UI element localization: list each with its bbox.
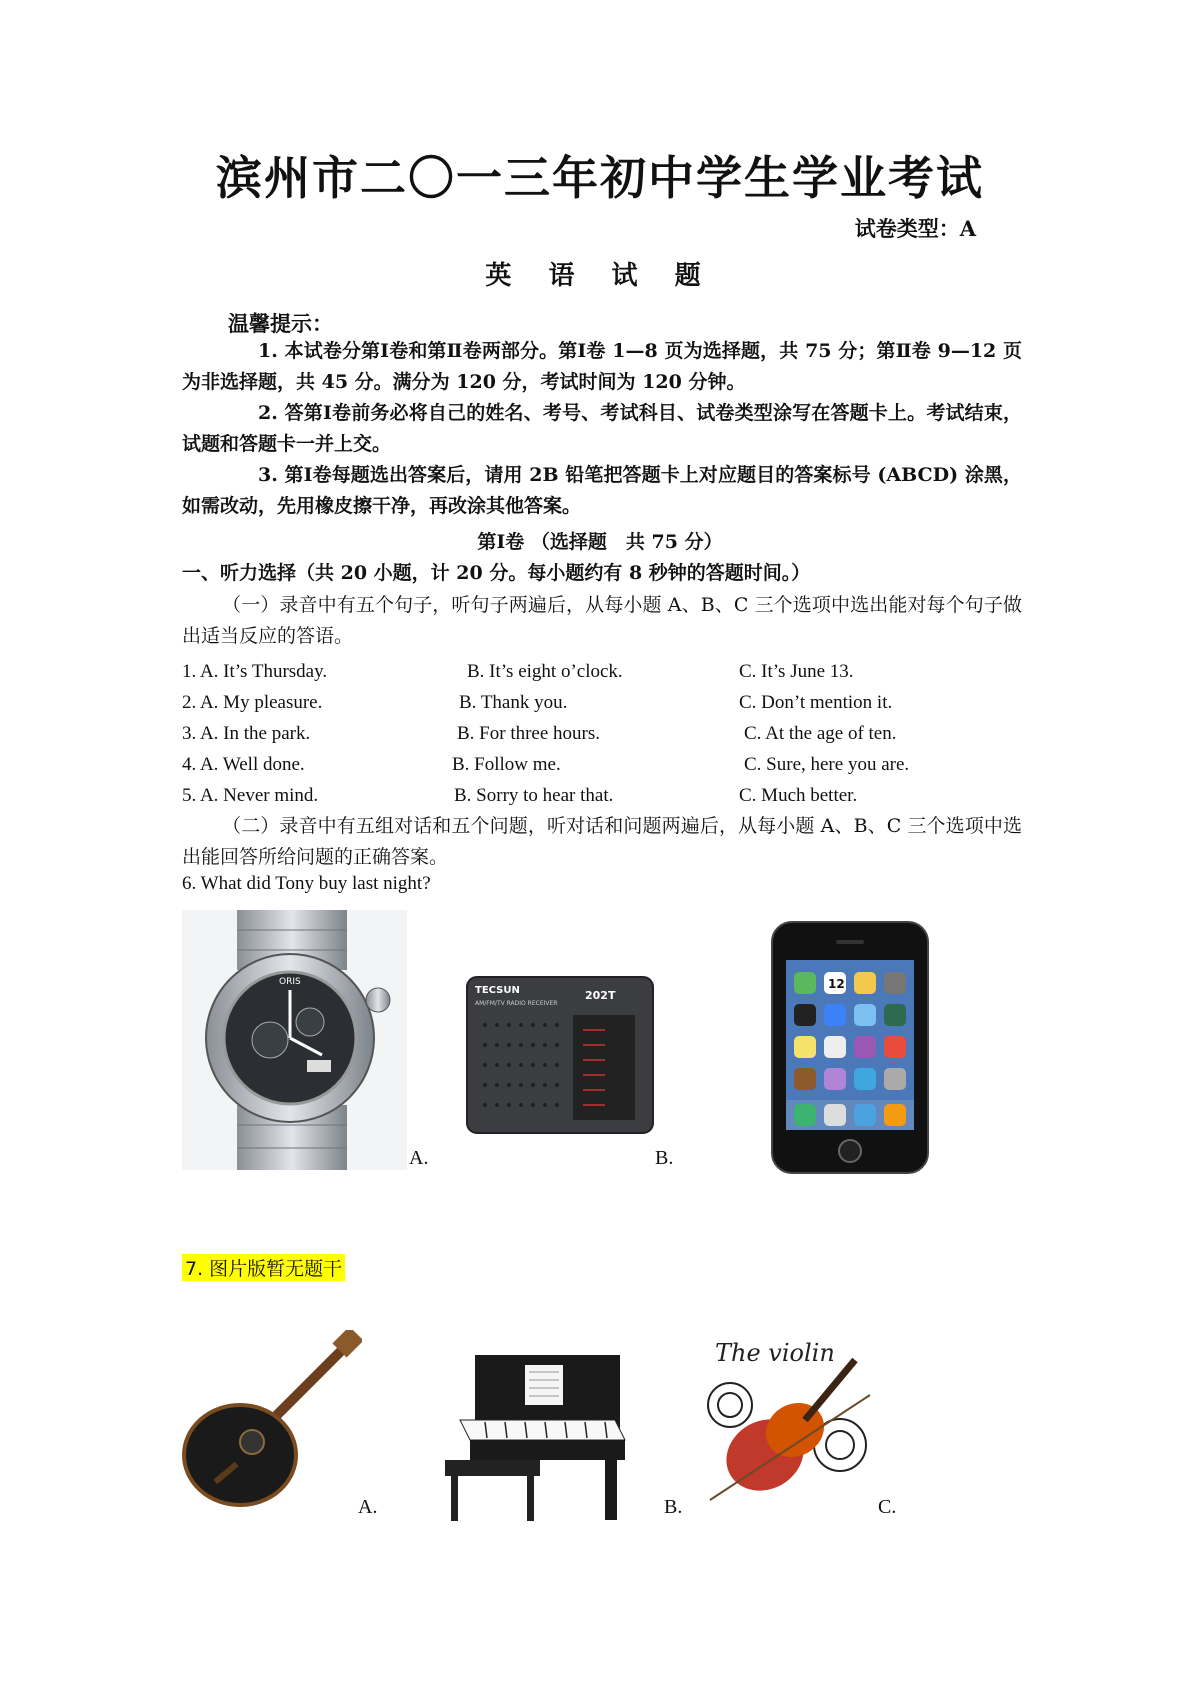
q6-label-b: B. [655,1147,674,1169]
sub1-instruction-text: （一）录音中有五个句子，听句子两遍后，从每小题 A、B、C 三个选项中选出能对每个句子做出适当反应的答语。 [182,594,1022,647]
section-heading: 第Ⅰ卷 （选择题 共 75 分） [477,531,723,553]
q7-label-c: C. [878,1496,897,1518]
question-row-4 [182,754,1022,785]
sub2-instruction-text: （二）录音中有五组对话和五个问题，听对话和问题两遍后，从每小题 A、B、C 三个选项中选出能回答所给问题的正确答案。 [182,815,1022,868]
q5-option-c: C. Much better. [739,785,858,806]
q3-option-b: B. For three hours. [457,723,601,744]
watch-brand: ORIS [279,977,301,987]
q1-option-b: B. It’s eight o’clock. [467,661,623,682]
tip-item-3 [182,460,1022,522]
paper-type: 试卷类型：A [854,216,976,241]
radio-image [465,975,655,1135]
question-row-1 [182,661,1022,692]
sub2-instruction [182,811,1022,873]
tips-label: 温馨提示： [228,311,333,336]
q6-stem: 6. What did Tony buy last night? [182,873,431,894]
tip-item-1-text: 1. 本试卷分第Ⅰ卷和第Ⅱ卷两部分。第Ⅰ卷 1—8 页为选择题，共 75 分；第Ⅱ卷 9—12 页为非选择题，共 45 分。满分为 120 分，考试时间为 120 分钟。 [182,340,1022,393]
violin-image [690,1335,880,1520]
question-row-3 [182,723,1022,754]
exam-title: 滨州市二〇一三年初中学生学业考试 [216,151,984,205]
subject-title: 英 语 试 题 [485,261,715,291]
tip-item-2-text: 2. 答第Ⅰ卷前务必将自己的姓名、考号、考试科目、试卷类型涂写在答题卡上。考试结束，试题和答题卡一并上交。 [182,402,1022,455]
q4-option-b: B. Follow me. [452,754,561,775]
radio-subtitle: AM/FM/TV RADIO RECEIVER [475,1000,558,1007]
q7-label-a: A. [358,1496,378,1518]
radio-brand: TECSUN [475,985,520,996]
tip-item-1 [182,336,1022,398]
q1-option-c: C. It’s June 13. [739,661,854,682]
q5-option-a: 5. A. Never mind. [182,785,319,806]
part-heading: 一、听力选择（共 20 小题，计 20 分。每小题约有 8 秒钟的答题时间。） [182,562,811,584]
q4-option-c: C. Sure, here you are. [744,754,910,775]
q4-option-a: 4. A. Well done. [182,754,305,775]
q7-stem: 7. 图片版暂无题干 [182,1254,345,1281]
tip-item-2 [182,398,1022,460]
q7-label-b: B. [664,1496,683,1518]
q2-option-b: B. Thank you. [459,692,568,713]
radio-model: 202T [585,989,616,1002]
violin-caption: The violin [715,1339,835,1367]
q3-option-c: C. At the age of ten. [744,723,897,744]
tip-item-3-text: 3. 第Ⅰ卷每题选出答案后，请用 2B 铅笔把答题卡上对应题目的答案标号 (ABCD) 涂黑，如需改动，先用橡皮擦干净，再改涂其他答案。 [182,464,1022,517]
phone-image [770,920,930,1175]
guitar-image [182,1330,362,1520]
q2-option-a: 2. A. My pleasure. [182,692,323,713]
phone-date: 12 [828,977,845,991]
q3-option-a: 3. A. In the park. [182,723,311,744]
q5-option-b: B. Sorry to hear that. [454,785,614,806]
q2-option-c: C. Don’t mention it. [739,692,893,713]
q1-option-a: 1. A. It’s Thursday. [182,661,328,682]
sub1-instruction [182,590,1022,652]
watch-image [182,910,407,1170]
piano-image [445,1350,630,1525]
q6-label-a: A. [409,1147,429,1169]
question-row-2 [182,692,1022,723]
